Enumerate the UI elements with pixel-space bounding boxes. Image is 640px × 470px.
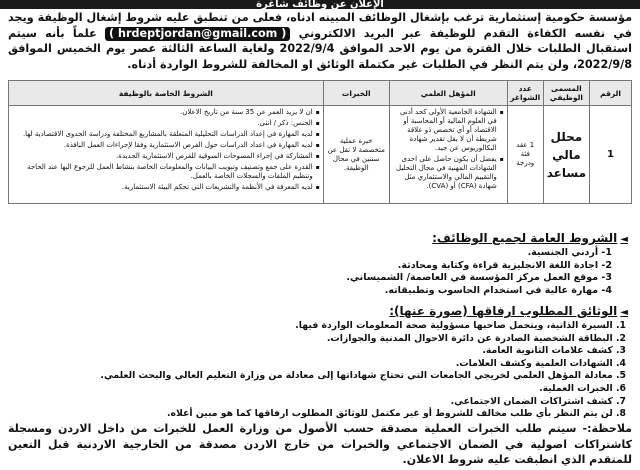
list-item: 7. كشف اشتراكات الضمان الاجتماعي. xyxy=(450,395,626,407)
general-conditions-title: ◄الشروط العامة لجميع الوظائف: xyxy=(432,231,628,245)
condition-item: ▪ لديه المعرفة في الأنظمة والتشريعات التي تحكم البيئة الاستثمارية. xyxy=(12,183,320,192)
bullet-arrow-icon: ◄ xyxy=(620,307,628,318)
list-item: 1. السيرة الذاتية، ويتحمل صاحبها مسؤولية صحة المعلومات الواردة فيها. xyxy=(295,320,626,331)
list-item: 6. الخبرات العملية. xyxy=(539,382,626,394)
intro-text-part1: مؤسسة حكومية إستثمارية ترغب بإشغال الوظائف المبينه ادناه، فعلى من تنطبق عليه شروط إشغال الوظيفة ويجد في نفسه الكفاءة التقدم للوظيفة عبر البريد الالكتروني xyxy=(8,11,632,40)
list-item: 2- اجادة اللغة الانجليزية قراءة وكتابة ومحادثة. xyxy=(397,259,612,271)
list-item: 1- أردني الجنسية. xyxy=(527,247,612,258)
conditions-cell xyxy=(9,106,324,204)
experience-cell: خبرة عملية متخصصة لا تقل عن سنتين في مجال الوظيفة. xyxy=(323,106,389,204)
list-item: 3- موقع العمل مركز المؤسسة في العاصمة/ الشميساني. xyxy=(346,272,612,283)
list-item: 4- مهارة عالية في استخدام الحاسوب وتطبيقاته. xyxy=(384,284,612,296)
job-title: محلل مالي مساعد xyxy=(543,106,589,204)
header-job-title: المسمى الوظيفي xyxy=(543,81,589,106)
intro-paragraph xyxy=(8,10,632,72)
condition-item: ▪ الجنس: ذكر / انثى. xyxy=(12,119,320,128)
condition-item: ▪ القدرة على جمع وتصنيف وتبويب البيانات والمعلومات الخاصة بنشاط العمل للرجوع اليها عند الحاجة وتنظيم الملفات والسجلات الخاصة بالعمل. xyxy=(12,163,320,181)
intro-text-part2: علماً بأنه سيتم استقبال الطلبات خلال الفترة من يوم الاحد الموافق 2022/9/4 ولغاية الساعة الثالثة عصر يوم الخميس الموافق 2022/9/8، ولن يتم النظر في الطلبات غير مكتملة الوثائق او المخالفة للشروط الواردة أدناه. xyxy=(8,26,632,71)
header-vacancies: عدد الشواغر xyxy=(507,81,543,106)
qualification-cell xyxy=(389,106,507,204)
condition-item: ▪ ان لا يزيد العمر عن 35 سنة من تاريخ الاعلان. xyxy=(12,108,320,117)
list-item: 8. لن يتم النظر بأي طلب مخالف للشروط أو غير مكتمل للوثائق المطلوب ارفاقها كما هو مبين أعلاه. xyxy=(166,408,626,420)
general-conditions-list xyxy=(12,247,612,297)
note-paragraph: ملاحظة:- سيتم طلب الخبرات العملية مصدقة حسب الأصول من وزارة العمل للخبرات من داخل الاردن ومسجلة كاشتراكات اصولية في الضمان الاجتماعي والخبرات من خارج الاردن مصدقة من الخارجية الاردنية قبل التعين للمتقدم الذي انطبقت عليه شروط الاعلان. xyxy=(8,422,632,466)
qualification-item: ▪ الشهادة الجامعية الأولى كحد أدنى في العلوم المالية أو المحاسبة أو الاقتصاد أو أي تخصص ذو علاقة شريطة أن لا يقل تقدير شهادة البكالوريوس عن جيد. xyxy=(393,108,504,153)
vacancies: 1 عقد فئة ودرجة xyxy=(507,106,543,204)
documents-list xyxy=(8,320,626,421)
list-item: 5. معادلة المؤهل العلمي لخريجي الجامعات التي تحتاج شهاداتها إلى معادلة من وزارة التعليم العالي والبحث العلمي. xyxy=(100,370,626,382)
list-item: 3. كشف علامات الثانوية العامة. xyxy=(482,345,626,357)
header-conditions: الشروط الخاصة بالوظيفة xyxy=(9,81,324,106)
header-experience: الخبرات xyxy=(323,81,389,106)
header-number: الرقم xyxy=(590,81,632,106)
list-item: 4. الشهادات العلمية وكشف العلامات. xyxy=(455,357,626,369)
announcement-title: الإعلان عن وظائف شاغرة xyxy=(0,0,640,9)
jobs-table xyxy=(8,80,632,204)
documents-title: ◄الوثائق المطلوب ارفاقها (صورة عنها): xyxy=(389,304,628,318)
table-header-row xyxy=(9,81,632,106)
list-item: 2. البطاقة الشخصية الصادرة عن دائرة الاحوال المدنية والجوازات. xyxy=(326,332,626,344)
condition-item: ▪ المشاركة في إجراء المسوحات السوقية للفرص الاستثمارية الجديدة. xyxy=(12,152,320,161)
condition-item: ▪ لديه المهارة في إعداد الدراسات التحليلية المتعلقة بالمشاريع المختلفة ودراسة الجدوى الاقتصادية لها. xyxy=(12,130,320,139)
table-row xyxy=(9,106,632,204)
header-qualification: المؤهل العلمي xyxy=(389,81,507,106)
email-address[interactable]: ( hrdeptjordan@gmail.com ) xyxy=(105,27,290,41)
bullet-arrow-icon: ◄ xyxy=(620,234,628,245)
qualification-item: ▪ يفضل أن يكون حاصل على احدى الشهادات المهنية في مجال التحليل والتقييم المالي والاستثماري مثل شهادة (CFA) أو (CVA). xyxy=(393,155,504,191)
condition-item: ▪ لديه المهارة في اعداد الدراسات حول الفرص الاستثمارية وفقا لإجراءات العمل النافذة. xyxy=(12,141,320,150)
row-number: 1 xyxy=(590,106,632,204)
